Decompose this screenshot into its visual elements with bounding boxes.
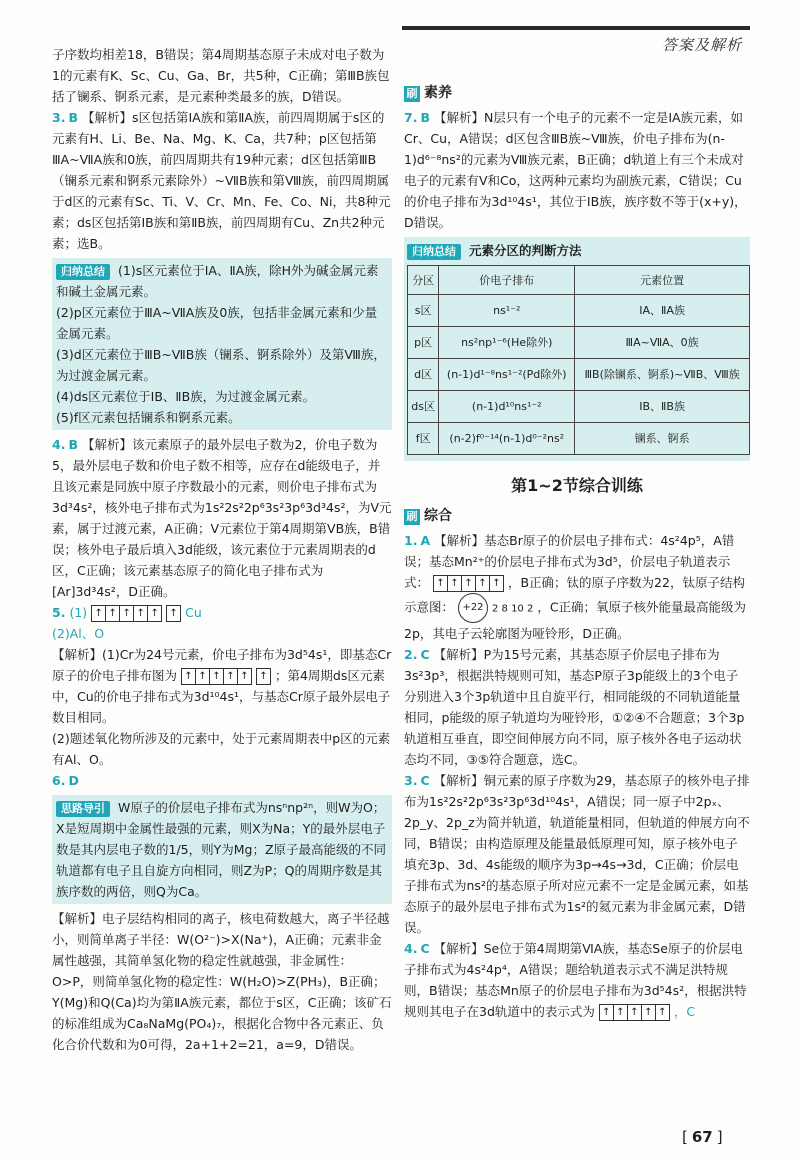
table-row: ds区 (n-1)d¹⁰ns¹⁻² ⅠB、ⅡB族	[408, 391, 750, 423]
page-header-title: 答案及解析	[661, 36, 742, 54]
classification-table-box: 归纳总结 元素分区的判断方法 分区 价电子排布 元素位置 s区 ns¹⁻² ⅠA、ⅡA族 p区 ns²np¹⁻⁶(He除外) ⅢA~ⅦA、0族 d区 (n-1)d¹⁻⁸ns¹⁻²(Pd除外) ⅢB(除镧系、锕系)~ⅦB、Ⅷ族 ds区 (n-1)d¹⁰ns¹⁻² ⅠB、ⅡB族 f区 (n-2)f⁰⁻¹⁴(n-1)d⁰⁻²ns² 镧系、锕系	[404, 237, 750, 461]
guide-tag: 思路导引	[56, 801, 110, 817]
question-4: 4. B 【解析】该元素原子的最外层电子数为2，价电子数为5，最外层电子数和价电子数不相等，应存在d能级电子，并且该元素是同族中原子序数最小的元素，则价电子排布式为3d³4s²，核外电子排布式为1s²2s²2p⁶3s²3p⁶3d³4s²，为V元素，属于过渡元素，A正确；V元素位于第4周期第ⅤB族，B错误；核外电子最后填入3d能级，该元素位于元素周期表的d区，C正确；该元素基态原子的简化电子排布式为[Ar]3d³4s²，D正确。	[52, 437, 392, 599]
question-5-analysis: 【解析】(1)Cr为24号元素，价电子排布为3d⁵4s¹，即基态Cr原子的价电子排布图为 ↑ ↑ ↑ ↑ ↑ ↑ ；第4周期ds区元素中，Cu的价电子排布式为3d¹⁰4s¹，与基态Cr原子最外层电子数目相同。	[52, 647, 392, 725]
atom-structure-diagram: +22	[458, 593, 488, 623]
question-6: 6. D	[52, 773, 79, 788]
table-row: s区 ns¹⁻² ⅠA、ⅡA族	[408, 295, 750, 327]
summary-tag: 归纳总结	[56, 264, 110, 280]
table-row: f区 (n-2)f⁰⁻¹⁴(n-1)d⁰⁻²ns² 镧系、锕系	[408, 423, 750, 455]
section-suyang: 刷 素养	[404, 83, 750, 104]
comprehensive-q3: 3. C 【解析】铜元素的原子序数为29，基态原子的核外电子排布为1s²2s²2p⁶3s²3p⁶3d¹⁰4s¹，A错误；同一原子中2pₓ、2p_y、2p_z为简并轨道，轨道能量相同，但轨道的伸展方向不同，B错误；由构造原理及能量最低原理可知，原子核外电子填充3p、3d、4s能级的顺序为3p→4s→3d，C正确；价层电子排布式为ns²的基态原子所对应元素不一定是金属元素，如基态原子的最外层电子排布式为1s²的氦元素为非金属元素，D错误。	[404, 773, 750, 935]
orbital-diagram-cr-4s: ↑	[166, 605, 181, 622]
continued-paragraph: 子序数均相差18，B错误；第4周期基态原子未成对电子数为1的元素有K、Sc、Cu、Ga、Br，共5种，C正确；第ⅢB族包括了镧系、锕系元素，是元素种类最多的族，D错误。	[52, 47, 390, 104]
section-heading: 第1~2节综合训练	[511, 476, 643, 495]
section-zonghe: 刷 综合	[404, 506, 750, 527]
table-row: p区 ns²np¹⁻⁶(He除外) ⅢA~ⅦA、0族	[408, 327, 750, 359]
page-number: [ 67 ]	[682, 1128, 723, 1146]
block-classification-table: 分区 价电子排布 元素位置 s区 ns¹⁻² ⅠA、ⅡA族 p区 ns²np¹⁻⁶(He除外) ⅢA~ⅦA、0族 d区 (n-1)d¹⁻⁸ns¹⁻²(Pd除外) ⅢB(除镧系、锕系)~ⅦB、Ⅷ族 ds区 (n-1)d¹⁰ns¹⁻² ⅠB、ⅡB族 f区 (n-2)f⁰⁻¹⁴(n-1)d⁰⁻²ns² 镧系、锕系	[407, 265, 750, 455]
question-5: 5. (1) ↑ ↑ ↑ ↑ ↑ ↑ Cu	[52, 605, 202, 620]
summary-box-left: 归纳总结 (1)s区元素位于ⅠA、ⅡA族，除H外为碱金属元素和碱土金属元素。 (2)p区元素位于ⅢA~ⅦA族及0族，包括非金属元素和少量金属元素。 (3)d区元素位于ⅢB~ⅦB族（镧系、锕系除外）及第Ⅷ族，为过渡金属元素。 (4)ds区元素位于ⅠB、ⅡB族，为过渡金属元素。 (5)f区元素包括镧系和锕系元素。	[52, 258, 392, 430]
right-column	[404, 80, 750, 1022]
question-7: 7. B 【解析】N层只有一个电子的元素不一定是ⅠA族元素，如Cr、Cu，A错误；d区包含ⅢB族~Ⅷ族，价电子排布为(n-1)d⁶⁻⁸ns²的元素为Ⅷ族元素，B正确；d轨道上有三个未成对电子的元素有V和Co，这两种元素均为副族元素，C错误；Cu的价电子排布为3d¹⁰4s¹，其位于ⅠB族，族序数不等于(x+y)，D错误。	[404, 110, 747, 230]
brush-icon: 刷	[404, 509, 420, 525]
guide-box: 思路导引 W原子的价层电子排布式为nsⁿnp²ⁿ，则W为O；X是短周期中金属性最强的元素，则X为Na；Y的最外层电子数是其内层电子数的1/5，则Y为Mg；Z原子最高能级的不同轨道都有电子且自旋方向相同，则Z为P；Q的周期序数是其族序数的两倍，则Q为Ca。	[52, 795, 392, 904]
comprehensive-q2: 2. C 【解析】P为15号元素，其基态原子价层电子排布为3s²3p³，根据洪特规则可知，基态P原子3p能级上的3个电子分别进入3个3p轨道中且自旋平行，相同能级的不同轨道能量相同，p能级的原子轨道均为哑铃形，①②④不合题意；3个3p轨道相互垂直，即空间伸展方向不同，原子核外各电子运动状态均不同，③⑤符合题意，选C。	[404, 647, 745, 767]
orbital-diagram-cr: ↑ ↑ ↑ ↑ ↑	[91, 605, 162, 622]
header-rule	[402, 26, 750, 30]
comprehensive-q4: 4. C 【解析】Se位于第4周期第ⅥA族，基态Se原子的价层电子排布式为4s²4p⁴，A错误；题给轨道表示式不满足洪特规则，B错误；基态Mn原子的价层电子排布为3d⁵4s²，根据洪特规则其电子在3d轨道中的表示式为 ↑ ↑ ↑ ↑ ↑ ，C	[404, 941, 747, 1019]
table-row: d区 (n-1)d¹⁻⁸ns¹⁻²(Pd除外) ⅢB(除镧系、锕系)~ⅦB、Ⅷ族	[408, 359, 750, 391]
comprehensive-q1: 1. A 【解析】基态Br原子的价层电子排布式：4s²4p⁵，A错误；基态Mn²⁺的价层电子排布式为3d⁵，价层电子轨道表示式： ↑ ↑ ↑ ↑ ↑ ，B正确；钛的原子序数为22，钛原子结构示意图： +22 2 8 10 2 ，C正确；氧原子核外能量最高能级为2p，其电子云轮廓图为哑铃形，D正确。	[404, 533, 747, 641]
orbital-diagram-cr-analysis: ↑ ↑ ↑ ↑ ↑	[181, 668, 252, 685]
orbital-diagram-mn: ↑ ↑ ↑ ↑ ↑	[433, 575, 504, 592]
question-3: 3. B 【解析】s区包括第ⅠA族和第ⅡA族，前四周期属于s区的元素有H、Li、Be、Na、Mg、K、Ca，共7种；p区包括第ⅢA~ⅦA族和0族，前四周期共有19种元素；d区包括第ⅢB（镧系元素和锕系元素除外）~ⅦB族和第Ⅷ族，前四周期属于d区的元素有Sc、Ti、V、Cr、Mn、Fe、Co、Ni，共8种元素；ds区包括第ⅠB族和第ⅡB族，前四周期有Cu、Zn共2种元素；选B。	[52, 110, 391, 251]
left-column: 子序数均相差18，B错误；第4周期基态原子未成对电子数为1的元素有K、Sc、Cu、Ga、Br，共5种，C正确；第ⅢB族包括了镧系、锕系元素，是元素种类最多的族，D错误。 3. B 【解析】s区包括第ⅠA族和第ⅡA族，前四周期属于s区的元素有H、Li、Be、Na、Mg、K、Ca，共7种；p区包括第ⅢA~ⅦA族和0族，前四周期共有19种元素；d区包括第ⅢB（镧系元素和锕系元素除外）~ⅦB族和第Ⅷ族，前四周期属于d区的元素有Sc、Ti、V、Cr、Mn、Fe、Co、Ni，共8种元素；ds区包括第ⅠB族和第ⅡB族，前四周期有Cu、Zn共2种元素；选B。 归纳总结 (1)s区元素位于ⅠA、ⅡA族，除H外为碱金属元素和碱土金属元素。 (2)p区元素位于ⅢA~ⅦA族及0族，包括非金属元素和少量金属元素。 (3)d区元素位于ⅢB~ⅦB族（镧系、锕系除外）及第Ⅷ族，为过渡金属元素。 (4)ds区元素位于ⅠB、ⅡB族，为过渡金属元素。 (5)f区元素包括镧系和锕系元素。 4. B 【解析】该元素原子的最外层电子数为2，价电子数为5，最外层电子数和价电子数不相等，应存在d能级电子，并且该元素是同族中原子序数最小的元素，则价电子排布式为3d³4s²，核外电子排布式为1s²2s²2p⁶3s²3p⁶3d³4s²，为V元素，属于过渡元素，A正确；V元素位于第4周期第ⅤB族，B错误；核外电子最后填入3d能级，该元素位于元素周期表的d区，C正确；该元素基态原子的简化电子排布式为[Ar]3d³4s²，D正确。 5. (1) ↑ ↑ ↑ ↑ ↑ ↑ Cu (2)Al、O 【解析】(1)Cr为24号元素，价电子排布为3d⁵4s¹，即基态Cr原子的价电子排布图为 ↑ ↑ ↑ ↑ ↑ ↑ ；第4周期ds区元素中，Cu的价电子排布式为3d¹⁰4s¹，与基态Cr原子最外层电子数目相同。 (2)题述氧化物所涉及的元素中，处于元素周期表中p区的元素有Al、O。 6. D 思路导引 W原子的价层电子排布式为nsⁿnp²ⁿ，则W为O；X是短周期中金属性最强的元素，则X为Na；Y的最外层电子数是其内层电子数的1/5，则Y为Mg；Z原子最高能级的不同轨道都有电子且自旋方向相同，则Z为P；Q的周期序数是其族序数的两倍，则Q为Ca。 【解析】电子层结构相同的离子，核电荷数越大，离子半径越小，则简单离子半径：W(O²⁻)>X(Na⁺)，A正确；元素非金属性越强，其简单氢化物的稳定性就越强，非金属性：O>P，则简单氢化物的稳定性：W(H₂O)>Z(PH₃)，B正确；Y(Mg)和Q(Ca)均为第ⅡA族元素，都位于s区，C正确；该矿石的标准组成为Ca₈NaMg(PO₄)₇，根据化合物中各元素正、负化合价代数和为0可得，2a+1+2=21，a=9，D错误。	[52, 44, 392, 1055]
orbital-diagram-mn-3d: ↑ ↑ ↑ ↑ ↑	[599, 1004, 670, 1021]
brush-icon: 刷	[404, 86, 420, 102]
